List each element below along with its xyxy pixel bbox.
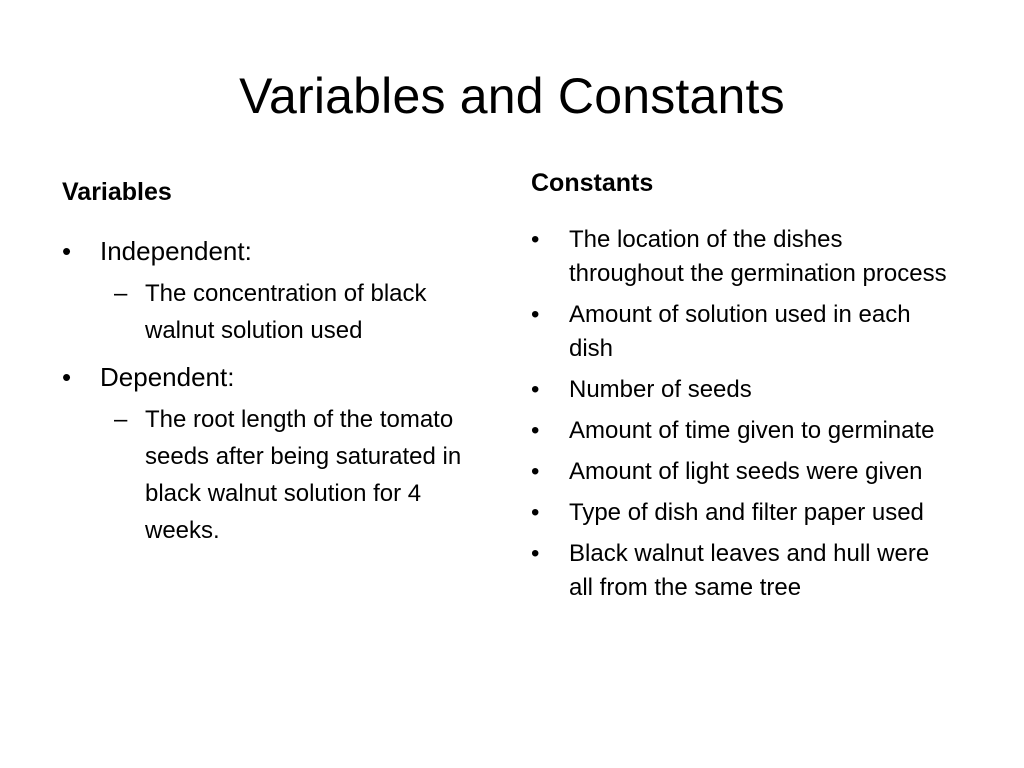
dash-icon: –: [114, 280, 128, 307]
constant-item: [531, 496, 951, 530]
bullet-icon: •: [531, 376, 540, 403]
variables-list: [62, 235, 502, 561]
variable-item-dependent: [62, 361, 502, 393]
constant-item: [531, 455, 951, 489]
bullet-icon: •: [62, 362, 72, 392]
variable-description: The root length of the tomato seeds after being saturated in black walnut solution for 4 weeks.: [145, 406, 462, 544]
bullet-icon: •: [531, 301, 540, 328]
constant-text: Amount of solution used in each dish: [569, 301, 911, 362]
bullet-icon: •: [531, 540, 540, 567]
variable-subitem-independent: [62, 275, 502, 349]
constant-item: [531, 414, 951, 448]
constant-text: The location of the dishes throughout the germination process: [569, 226, 947, 287]
variables-heading: Variables: [62, 178, 172, 206]
constants-list: [531, 223, 951, 612]
variable-item-independent: [62, 235, 502, 267]
variable-label: Independent:: [100, 236, 252, 266]
dash-icon: –: [114, 406, 128, 433]
constant-item: [531, 373, 951, 407]
variable-label: Dependent:: [100, 362, 235, 392]
constant-item: [531, 537, 951, 605]
constants-heading: Constants: [531, 169, 654, 197]
constant-text: Type of dish and filter paper used: [569, 499, 924, 526]
bullet-icon: •: [531, 499, 540, 526]
bullet-icon: •: [531, 226, 540, 253]
variable-description: The concentration of black walnut solution used: [145, 280, 427, 344]
constant-text: Amount of light seeds were given: [569, 458, 923, 485]
bullet-icon: •: [531, 458, 540, 485]
slide-title: Variables and Constants: [239, 68, 785, 124]
constant-text: Black walnut leaves and hull were all from the same tree: [569, 540, 930, 601]
constant-text: Amount of time given to germinate: [569, 417, 935, 444]
bullet-icon: •: [531, 417, 540, 444]
variable-subitem-dependent: [62, 401, 502, 549]
constant-item: [531, 298, 951, 366]
constant-item: [531, 223, 951, 291]
bullet-icon: •: [62, 236, 72, 266]
constant-text: Number of seeds: [569, 376, 752, 403]
